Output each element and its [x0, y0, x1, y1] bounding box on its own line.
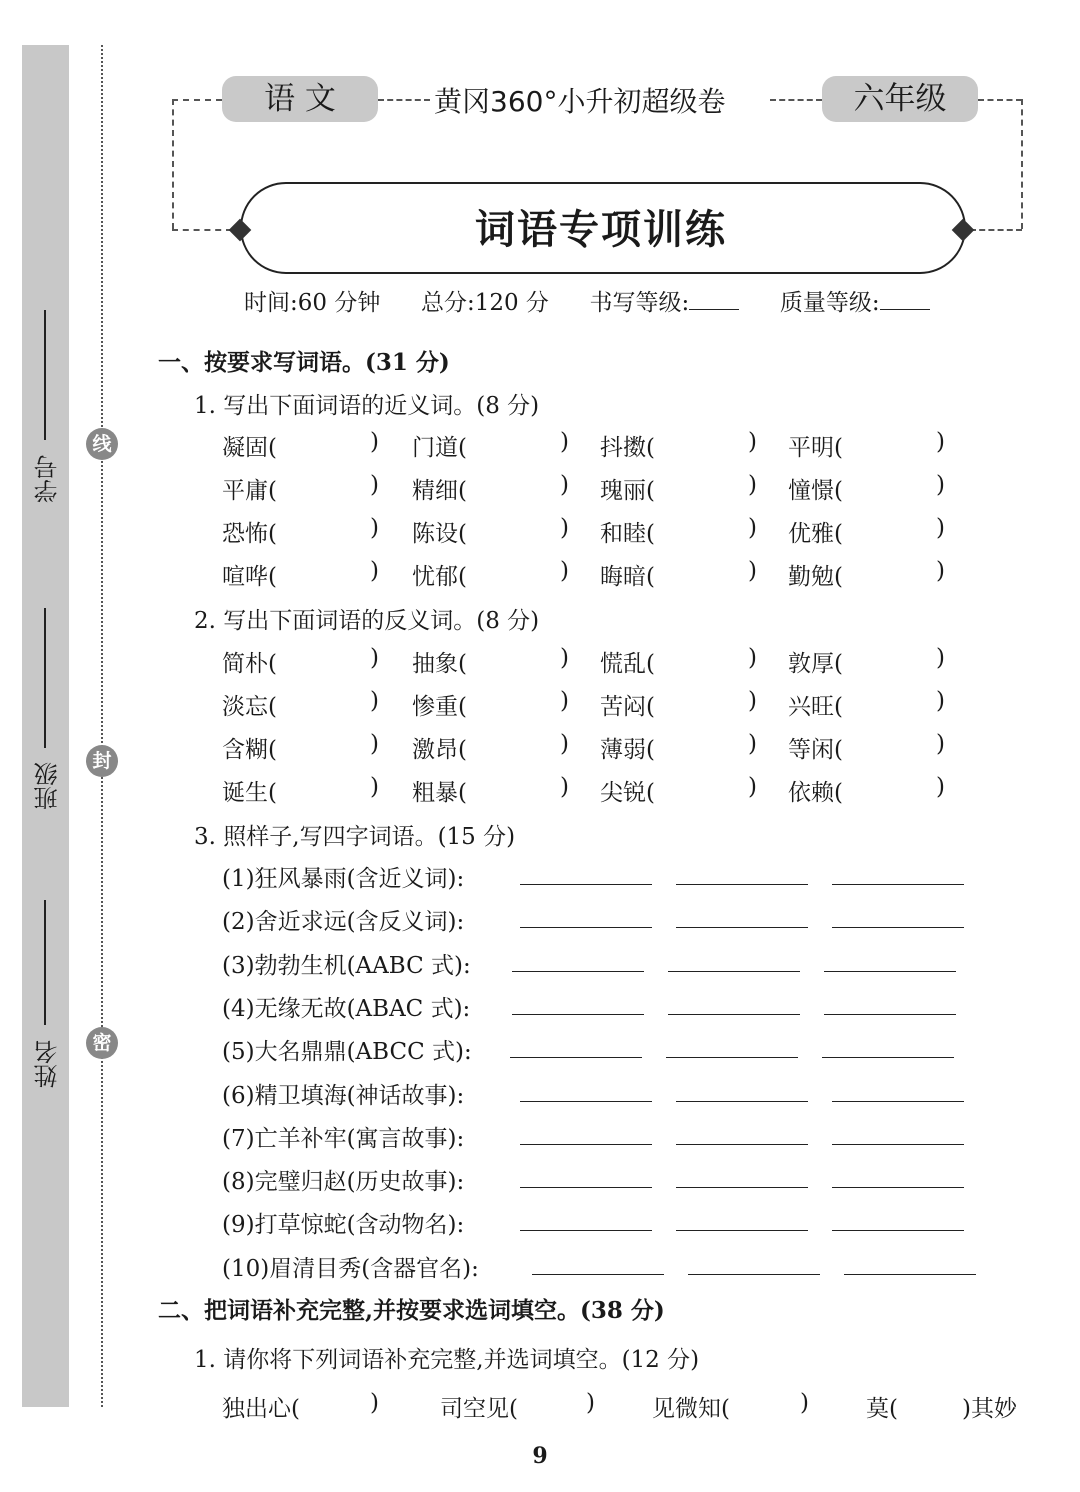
answer-paren[interactable]: ) [560, 774, 569, 800]
answer-blank[interactable] [832, 1101, 964, 1102]
answer-paren[interactable]: ) [936, 472, 945, 498]
word-prompt: 瑰丽( [600, 478, 655, 504]
grade-badge: 六年级 [822, 76, 978, 122]
word-prompt: 等闲( [788, 737, 843, 763]
fill-item [222, 1206, 1002, 1239]
time-label: 时间:60 分钟 [244, 290, 381, 316]
word-prompt: 平庸( [222, 478, 277, 504]
answer-paren[interactable]: ) [560, 645, 569, 671]
answer-blank[interactable] [666, 1057, 798, 1058]
answer-paren[interactable]: ) [748, 472, 757, 498]
answer-blank[interactable] [520, 1230, 652, 1231]
idiom-word: 莫( [866, 1396, 898, 1422]
header-connector [770, 99, 822, 101]
answer-paren[interactable]: ) [936, 429, 945, 455]
answer-paren[interactable]: ) [748, 558, 757, 584]
header-connector [172, 99, 222, 101]
answer-paren[interactable]: ) [748, 774, 757, 800]
word-row [222, 558, 982, 588]
answer-blank[interactable] [668, 1014, 800, 1015]
answer-blank[interactable] [676, 884, 808, 885]
idiom-word: 独出心( [222, 1396, 300, 1422]
answer-blank[interactable] [676, 1101, 808, 1102]
fill-item-label: (1)狂风暴雨(含近义词): [222, 866, 465, 892]
student-id-blank[interactable] [44, 310, 46, 440]
fill-item [222, 903, 1002, 936]
fill-item-label: (8)完璧归赵(历史故事): [222, 1169, 465, 1196]
word-prompt: 抖擞( [600, 435, 655, 461]
answer-paren[interactable]: ) [560, 688, 569, 714]
fill-item-label: (9)打草惊蛇(含动物名): [222, 1212, 465, 1239]
answer-blank[interactable] [520, 1187, 652, 1188]
word-row [222, 731, 982, 761]
header-connector [978, 99, 1022, 101]
word-prompt: 陈设( [412, 521, 467, 547]
idiom-suffix[interactable]: )其妙 [962, 1396, 1017, 1422]
answer-blank[interactable] [668, 971, 800, 972]
seal-secret-mark: 密 [86, 1027, 118, 1059]
answer-paren[interactable]: ) [560, 429, 569, 455]
answer-paren[interactable]: ) [748, 429, 757, 455]
word-prompt: 粗暴( [412, 780, 467, 806]
header-connector [970, 229, 1022, 231]
word-prompt: 恐怖( [222, 521, 277, 547]
answer-blank[interactable] [676, 1144, 808, 1145]
word-prompt: 优雅( [788, 521, 843, 547]
answer-blank[interactable] [520, 1144, 652, 1145]
fill-item-label: (2)舍近求远(含反义词): [222, 909, 465, 936]
close-paren[interactable]: ) [800, 1390, 809, 1416]
answer-blank[interactable] [512, 971, 644, 972]
word-row [222, 515, 982, 545]
close-paren[interactable]: ) [586, 1390, 595, 1416]
quality-grade-blank[interactable] [880, 291, 930, 310]
answer-paren[interactable]: ) [560, 472, 569, 498]
answer-paren[interactable]: ) [748, 731, 757, 757]
answer-blank[interactable] [510, 1057, 642, 1058]
word-row [222, 429, 982, 459]
answer-paren[interactable]: ) [560, 558, 569, 584]
answer-blank[interactable] [832, 1230, 964, 1231]
cut-line [101, 45, 103, 1407]
answer-paren[interactable]: ) [370, 774, 379, 800]
answer-paren[interactable]: ) [560, 731, 569, 757]
word-prompt: 精细( [412, 478, 467, 504]
answer-paren[interactable]: ) [370, 688, 379, 714]
word-prompt: 诞生( [222, 780, 277, 806]
fill-item [222, 860, 1002, 890]
word-row [222, 645, 982, 675]
answer-blank[interactable] [520, 884, 652, 885]
answer-paren[interactable]: ) [370, 515, 379, 541]
answer-blank[interactable] [532, 1274, 664, 1275]
page-number: 9 [532, 1443, 548, 1469]
word-prompt: 喧哗( [222, 564, 277, 590]
answer-blank[interactable] [512, 1014, 644, 1015]
word-prompt: 慌乱( [600, 651, 655, 677]
answer-paren[interactable]: ) [748, 645, 757, 671]
answer-paren[interactable]: ) [936, 688, 945, 714]
answer-blank[interactable] [832, 927, 964, 928]
answer-paren[interactable]: ) [370, 472, 379, 498]
fill-item [222, 990, 1002, 1020]
class-blank[interactable] [44, 608, 46, 748]
answer-paren[interactable]: ) [936, 558, 945, 584]
close-paren[interactable]: ) [370, 1390, 379, 1416]
word-prompt: 尖锐( [600, 780, 655, 806]
answer-paren[interactable]: ) [748, 688, 757, 714]
answer-blank[interactable] [824, 1014, 956, 1015]
subject-badge: 语 文 [222, 76, 378, 122]
idiom-word: 见微知( [652, 1396, 730, 1422]
fill-item-label: (6)精卫填海(神话故事): [222, 1082, 465, 1109]
writing-grade-label: 书写等级: [589, 290, 690, 316]
answer-blank[interactable] [676, 1187, 808, 1188]
answer-blank[interactable] [822, 1057, 954, 1058]
answer-paren[interactable]: ) [370, 645, 379, 671]
answer-paren[interactable]: ) [370, 558, 379, 584]
answer-paren[interactable]: ) [936, 731, 945, 757]
word-prompt: 敦厚( [788, 651, 843, 677]
writing-grade-blank[interactable] [689, 291, 739, 310]
word-row [222, 774, 982, 804]
class-label: 班级 [34, 762, 62, 810]
q1-prompt: 1. 写出下面词语的近义词。(8 分) [194, 393, 540, 419]
header-connector [172, 229, 232, 231]
word-prompt: 惨重( [412, 694, 467, 720]
answer-paren[interactable]: ) [748, 515, 757, 541]
word-prompt: 憧憬( [788, 478, 843, 504]
word-prompt: 激昂( [412, 737, 467, 763]
answer-blank[interactable] [520, 1101, 652, 1102]
word-prompt: 淡忘( [222, 694, 277, 720]
word-prompt: 抽象( [412, 651, 467, 677]
fill-item-label: (7)亡羊补牢(寓言故事): [222, 1125, 465, 1152]
answer-blank[interactable] [676, 1230, 808, 1231]
answer-paren[interactable]: ) [370, 731, 379, 757]
word-prompt: 简朴( [222, 651, 277, 677]
word-prompt: 薄弱( [600, 737, 655, 763]
fill-item [222, 1077, 1002, 1107]
fill-item [222, 1120, 1002, 1150]
fill-item-label: (4)无缘无故(ABAC 式): [222, 995, 471, 1022]
exam-meta [244, 284, 930, 317]
word-prompt: 勤勉( [788, 564, 843, 590]
fill-item [222, 947, 1002, 977]
fill-item [222, 1163, 1002, 1196]
answer-blank[interactable] [676, 927, 808, 928]
word-prompt: 兴旺( [788, 694, 843, 720]
word-prompt: 含糊( [222, 737, 277, 763]
student-id-label: 学号 [34, 455, 62, 503]
seal-line-mark: 线 [86, 428, 118, 460]
answer-blank[interactable] [688, 1274, 820, 1275]
s2-q1-prompt: 1. 请你将下列词语补充完整,并选词填空。(12 分) [194, 1347, 700, 1373]
answer-paren[interactable]: ) [936, 774, 945, 800]
idiom-word: 司空见( [440, 1396, 518, 1422]
q3-prompt: 3. 照样子,写四字词语。(15 分) [194, 824, 516, 850]
answer-paren[interactable]: ) [936, 515, 945, 541]
word-row [222, 688, 982, 718]
answer-paren[interactable]: ) [936, 645, 945, 671]
word-prompt: 忧郁( [412, 564, 467, 590]
fill-item-label: (10)眉清目秀(含器官名): [222, 1255, 479, 1282]
answer-paren[interactable]: ) [370, 429, 379, 455]
answer-paren[interactable]: ) [560, 515, 569, 541]
fill-item-label: (5)大名鼎鼎(ABCC 式): [222, 1039, 472, 1066]
page-title: 词语专项训练 [475, 206, 727, 253]
section1-heading: 一、按要求写词语。(31 分) [158, 349, 450, 376]
word-prompt: 苦闷( [600, 694, 655, 720]
quality-grade-label: 质量等级: [779, 290, 880, 316]
fill-item [222, 1250, 1002, 1280]
name-blank[interactable] [44, 900, 46, 1025]
answer-blank[interactable] [844, 1274, 976, 1275]
answer-blank[interactable] [824, 971, 956, 972]
header-connector [172, 99, 174, 229]
word-prompt: 依赖( [788, 780, 843, 806]
word-prompt: 和睦( [600, 521, 655, 547]
name-label: 姓名 [34, 1040, 62, 1088]
answer-blank[interactable] [832, 884, 964, 885]
header-connector [1021, 99, 1023, 229]
q2-prompt: 2. 写出下面词语的反义词。(8 分) [194, 608, 540, 634]
answer-blank[interactable] [832, 1187, 964, 1188]
word-prompt: 晦暗( [600, 564, 655, 590]
idiom-fill-row [222, 1390, 1042, 1420]
word-prompt: 凝固( [222, 435, 277, 461]
word-row [222, 472, 982, 502]
fill-item [222, 1033, 1002, 1066]
seal-seal-mark: 封 [86, 745, 118, 777]
answer-blank[interactable] [520, 927, 652, 928]
header-connector [378, 99, 430, 101]
word-prompt: 门道( [412, 435, 467, 461]
answer-blank[interactable] [832, 1144, 964, 1145]
series-title: 黄冈360°小升初超级卷 [434, 85, 726, 118]
total-label: 总分:120 分 [420, 290, 549, 316]
section2-heading: 二、把词语补充完整,并按要求选词填空。(38 分) [158, 1297, 665, 1324]
word-prompt: 平明( [788, 435, 843, 461]
fill-item-label: (3)勃勃生机(AABC 式): [222, 952, 471, 979]
